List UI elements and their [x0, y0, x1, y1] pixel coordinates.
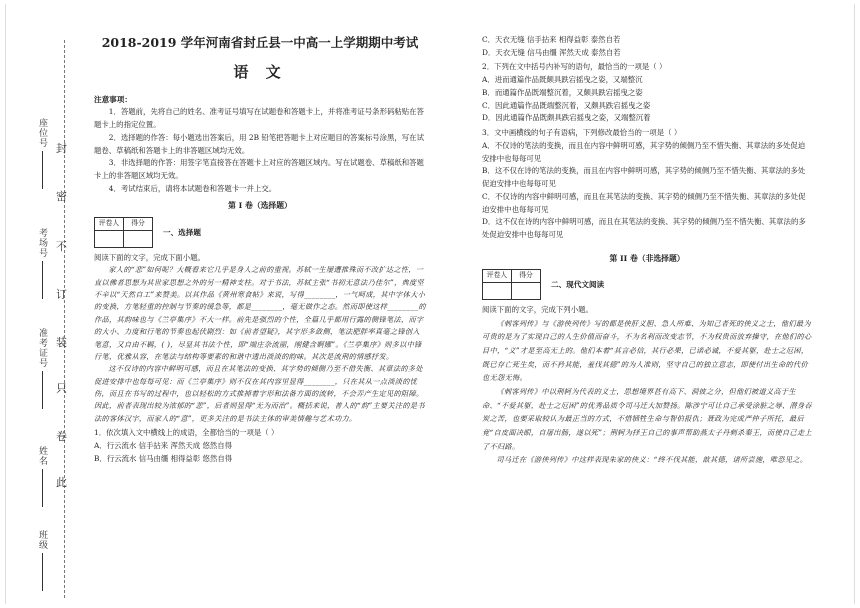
passage-paragraph: 这不仅诗的内容中鲜明可感，而且在其笔法的变换、其字势的倾侧乃至不借失衡、其章法的多处促进安排中也每每可见：而《兰亭集序》则不仅在其内容里显得________，只在其从一点淡淡的忧伤，而且在书写的过程中，也以轻松的方式推掉着字形和法备方面的流转，不会弄产生定见的阻障。因此，前者表现出较为浓郁的“悲”，后者则显得“无为而治”。概括来说，普人的“韵”主要关注的是书法的客体汉字，而家人的“意”，更多关注的是书法主体的审美情趣与艺术功力。 [94, 364, 425, 423]
binding-char: 此 [56, 476, 67, 489]
question-stem: 3．文中画横线的句子有语病，下列修改最恰当的一项是（ ） [482, 128, 682, 138]
section-label: 二、现代文阅读 [551, 279, 605, 289]
question-stem: 2．下列在文中括号内补写的语句，最恰当的一项是（ ） [482, 62, 667, 72]
grader-cell[interactable] [95, 230, 124, 247]
question-option: A．进而通篇作品既颇具跌宕摇曳之姿，又端整沉 [482, 75, 643, 85]
score-header-grader: 评卷人 [95, 217, 124, 230]
notice-item: 4．考试结束后，请将本试题卷和答题卡一并上交。 [108, 183, 277, 193]
notice-item: 3．非选择题的作答：用签字笔直接答在答题卡上对应的答题区域内。写在试题卷、草稿纸和答题卡上的非答题区域均无效。 [94, 158, 424, 181]
right-column [482, 34, 812, 467]
part2-score-block [482, 269, 812, 300]
admission-number-field[interactable]: 准考证号 [36, 328, 49, 409]
passage-paragraph: 司马迁在《游侠列传》中这样表现朱家的侠义：“终不伐其能，歆其德，诸所尝施，唯恐见之。 [496, 455, 808, 465]
part1-title: 第 I 卷（选择题） [228, 201, 292, 211]
binding-char: 不 [56, 240, 67, 253]
question-option: D．天衣无缝 信马由缰 浑然天成 泰然自若 [482, 47, 621, 57]
question-option: B．行云流水 信马由缰 相得益彰 悠然自得 [94, 453, 233, 463]
passage-paragraph: 家人的“悲”如何呢？大概看来它几乎是身人之前的重视。苏轼一生屡遭推殊而不改扩达之性，一直以佛者思想为其世家思想之外的另一精神支柱。对于书法，苏轼主张“书初无意法乃佳尔”，典度坚不辛以“天然自工”来赞美。以其作品《黄州寒食帖》来说，写得________，一气呵成，其中字体大小的变换，方笔轻重的控制与节奏的缓急等，都是________，毫无做作之态。然而即使这样________的作品，其韵味也与《兰亭集序》不大一样。前先是强烈的个性，全篇几乎都用行露的侧锋笔法，而字的大小、力度和行笔的节奏也起伏剧烈：如《前者望疑》，其字形多敛侧，笔法肥胖率真毫之锋创入笔意，又自由不羁，( )，尽显其书法个性，即“端庄杂流丽，刚健含婀娜”。《兰亭集序》则多以中锋行笔，优雅从容，在笔法与结构等要素的和谐中透出淡淡的韵味。其次是流荆的情感抒发。 [94, 265, 426, 361]
question-option: C．因此通篇作品既端整沉着，又颇具跌宕摇曳之姿 [482, 100, 651, 110]
question-option: A．不仅诗的笔法的变换，而且在内容中鲜明可感，其字势的倾侧乃至不惜失衡、其章法的多处促迫安排中也每每可见 [482, 140, 806, 163]
score-header-score: 得分 [512, 270, 541, 283]
score-table [94, 217, 153, 248]
notice-item: 2．选择题的作答：每小题选出答案后，用 2B 铅笔把答题卡上对应题目的答案标号涂黑，写在试题卷、草稿纸和答题卡上的非答题区域均无效。 [94, 132, 424, 155]
score-cell[interactable] [124, 230, 153, 247]
class-field[interactable]: 班级 [36, 530, 49, 591]
instruction: 阅读下面的文字，完成下列小题。 [482, 304, 593, 314]
exam-room-field[interactable]: 考场号 [36, 228, 49, 299]
binding-margin [0, 0, 88, 608]
name-field[interactable]: 姓名 [36, 446, 49, 507]
question-stem: 1．依次填入文中横线上的成语，全都恰当的一项是（ ） [94, 428, 279, 438]
binding-dashed-line [64, 40, 65, 598]
question-option: B．这不仅在诗的笔法的变换，而且在内容中鲜明可感，其字势的倾侧乃至不惜失衡、其章法的多处促迫安排中也每每可见 [482, 166, 806, 189]
question-option: C．天衣无缝 信手拈来 相得益彰 泰然自若 [482, 35, 621, 44]
binding-char: 卷 [56, 430, 67, 443]
score-table [482, 269, 541, 300]
binding-char: 装 [56, 336, 67, 349]
part1-score-block [94, 217, 426, 248]
passage-paragraph: 《刺客列传》中以荆轲为代表的义士，思想境界甚有高下、洞彼之分，但他们被道义高于生命、“不爱其躯，赴士之厄困”的优秀品质令司马迁大加赞扬。陈涉宁可让自己承受涂脏之辱、潜身吞炭之苦，也要采取较认为最正当的方式，不惜牺牲生命与智伯报仇；聂政为完成严仲子所托，最后竟“自皮面决眼，自屠出肠，遂以死”；荆轲为择王自己的事声帮助燕太子丹刺杀秦王，而使自己走上了不归路。 [482, 386, 812, 451]
left-column [94, 34, 426, 465]
question-option: D．因此通篇作品既颇具跌宕摇曳之姿，又端整沉着 [482, 113, 651, 123]
binding-char: 只 [56, 382, 67, 395]
binding-char: 密 [56, 190, 67, 203]
notice-heading: 注意事项： [94, 95, 132, 105]
binding-char: 封 [56, 142, 67, 155]
exam-subject: 语 文 [233, 62, 287, 81]
question-option: D．这不仅在诗的内容中鲜明可感，而且在其笔法的变换、其字势的倾侧乃至不惜失衡、其章法的多处促迫安排中也每每可见 [482, 217, 806, 240]
score-header-grader: 评卷人 [483, 270, 512, 283]
question-option: C．不仅诗的内容中鲜明可感，而且在其笔法的变换、其字势的倾侧乃至不惜失衡、其章法的多处促迫安排中也每每可见 [482, 191, 806, 214]
section-label: 一、选择题 [163, 227, 201, 237]
exam-title: 2018-2019 学年河南省封丘县一中高一上学期期中考试 [101, 35, 419, 50]
score-cell[interactable] [512, 282, 541, 299]
part2-title: 第 II 卷（非选择题） [609, 253, 685, 263]
score-header-score: 得分 [124, 217, 153, 230]
passage-paragraph: 《刺客列传》与《游侠列传》写的都是侠肝义胆、急人所难、为知己者死的侠义之士，他们最为可贵的是为了实现自己的人生价值而奋斗，不为名利而改变志节，不为权贵而放弃操守，在他们的心目中，“义”才是至高无上的。他们本着“其言必信，其行必果，已诺必诚，不爱其躯，赴士之厄困，既已存亡死生矣，而不矜其能，羞伐其德”的为人准则，坚守自己的独立意志，即使付出生命的代价也无怨无悔。 [482, 318, 812, 383]
question-option: A．行云流水 信手拈来 浑然天成 悠然自得 [94, 440, 233, 450]
instruction: 阅读下面的文字，完成下面小题。 [94, 252, 205, 262]
binding-char: 订 [56, 288, 67, 301]
question-option: B．而通篇作品既端整沉着，又颇具跌宕摇曳之姿 [482, 87, 643, 97]
notice-item: 1．答题前，先将自己的姓名、准考证号填写在试题卷和答题卡上，并将准考证号条形码粘贴在答题卡上的指定位置。 [94, 107, 424, 130]
seat-number-field[interactable]: 座位号 [36, 118, 49, 189]
grader-cell[interactable] [483, 282, 512, 299]
